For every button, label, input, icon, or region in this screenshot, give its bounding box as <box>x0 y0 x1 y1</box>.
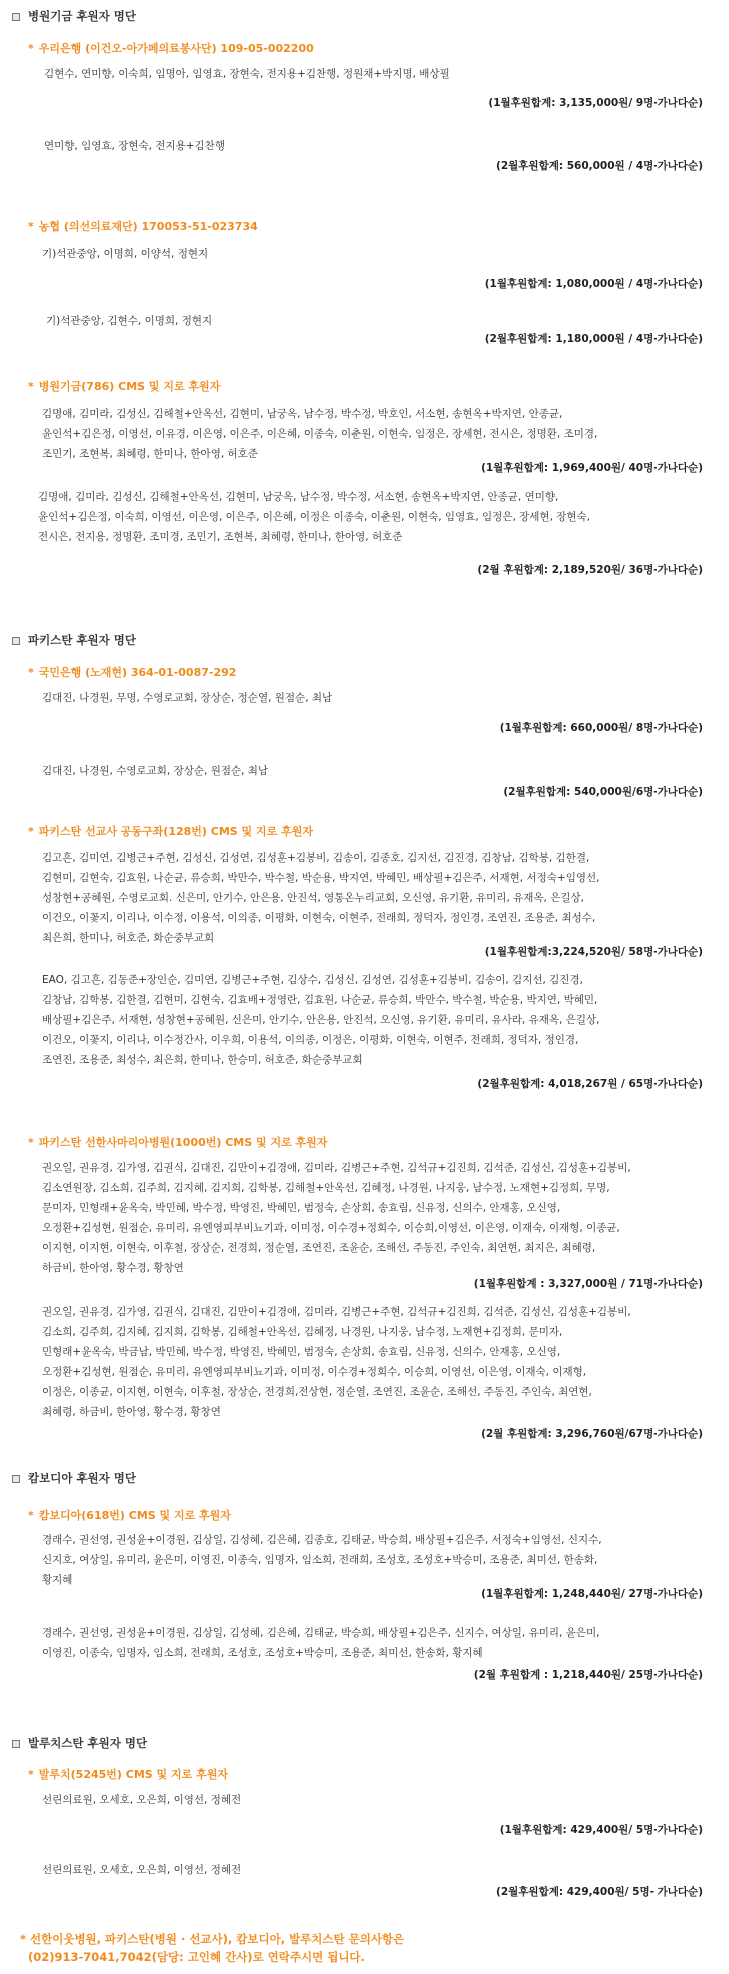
names-line: 경래수, 권선영, 권성윤+이경원, 김상일, 김성혜, 김은혜, 김태균, 박승희, 배상필+김은주, 신지수, 여상일, 유미리, 윤은미, <box>42 1627 600 1639</box>
names-line: EAO, 김고흔, 김동준+장인순, 김미연, 김병근+주현, 김상수, 김성신, 김성연, 김성훈+김봉비, 김송이, 김지선, 김진경, <box>42 974 583 986</box>
contact-notice <box>20 1930 404 1966</box>
names-line: 조민기, 조현복, 최혜령, 한미나, 한아영, 허호준 <box>42 448 258 460</box>
donor-names-jan: 선린의료원, 오세호, 오은희, 이영선, 정혜전 <box>42 1794 242 1806</box>
names-line: 이건오, 이꽃지, 이리나, 이수정간사, 이우희, 이용석, 이의종, 이정은, 이평화, 이현숙, 이현주, 전래희, 정덕자, 정인경, <box>42 1034 579 1046</box>
asterisk-icon: * <box>28 380 34 393</box>
subheading-cambodia-cms: * 캄보디아(618번) CMS 및 지로 후원자 <box>28 1509 231 1522</box>
names-line: 오정환+김성현, 원점순, 유미리, 유엔영피부비뇨기과, 이미정, 이수경+정회수, 이승희,이영선, 이은영, 이재숙, 이재형, 이종균, <box>42 1222 620 1234</box>
names-line: 권오일, 권유경, 김가영, 김권식, 김대진, 김만이+김경애, 김미라, 김병근+주현, 김석규+김진희, 김석준, 김성신, 김성훈+김봉비, <box>42 1306 631 1318</box>
section-heading-pakistan: 파키스탄 후원자 명단 <box>12 632 136 648</box>
donor-names-feb <box>42 1302 631 1422</box>
names-line: 조연진, 조용준, 최성수, 최은희, 한미나, 한승미, 허호준, 화순중부교회 <box>42 1054 363 1066</box>
monthly-total-jan: (1월후원합계:3,224,520원/ 58명-가나다순) <box>484 946 703 958</box>
donor-names-feb: 기)석관중앙, 김현수, 이명희, 정현지 <box>46 315 213 327</box>
names-line: 배상필+김은주, 서재현, 성창현+공혜원, 신은미, 안기수, 안은용, 안진석, 오신영, 유기환, 유미리, 유사라, 유재옥, 은길상, <box>42 1014 600 1026</box>
donor-names-jan: 기)석관중앙, 이명희, 이양석, 정현지 <box>42 248 209 260</box>
asterisk-icon: * <box>28 220 34 233</box>
names-line: 최은희, 한미나, 허호준, 화순중부교회 <box>42 932 215 944</box>
monthly-total-jan: (1월후원합계: 3,135,000원/ 9명-가나다순) <box>488 97 703 109</box>
names-line: 윤인석+김은정, 이숙희, 이영선, 이은영, 이은주, 이은혜, 이정은 이종숙, 이춘원, 이현숙, 임영효, 임정은, 장세현, 장현숙, <box>38 511 591 523</box>
names-line: 오정환+김성현, 원점순, 유미리, 유엔영피부비뇨기과, 이미정, 이수경+정회수, 이승희, 이영선, 이은영, 이재숙, 이재형, <box>42 1366 587 1378</box>
square-bullet-icon <box>12 637 20 645</box>
names-line: 이지현, 이지현, 이현숙, 이후철, 장상순, 전경희, 정순열, 조연진, 조윤순, 조해선, 주동진, 주인숙, 최연현, 최지은, 최혜령, <box>42 1242 596 1254</box>
names-line: 이정은, 이종균, 이지현, 이현숙, 이후철, 장상순, 전경희,전상현, 정순열, 조연진, 조윤순, 조해선, 주동진, 주인숙, 최연현, <box>42 1386 592 1398</box>
monthly-total-jan: (1월후원합계: 1,248,440원/ 27명-가나다순) <box>481 1588 703 1600</box>
monthly-total-feb: (2월 후원합계 : 1,218,440원/ 25명-가나다순) <box>473 1669 703 1681</box>
donor-names-jan <box>42 848 599 948</box>
names-line: 김명애, 김미라, 김성신, 김해철+안옥선, 김현미, 남궁옥, 남수정, 박수정, 서소현, 송현옥+박지연, 안종균, 연미향, <box>38 491 559 503</box>
names-line: 김소연원장, 김소희, 김주희, 김지혜, 김지희, 김학봉, 김해철+안옥선, 김혜정, 나경원, 나지웅, 남수정, 노재현+김정희, 무명, <box>42 1182 610 1194</box>
names-line: 황지혜 <box>42 1574 73 1586</box>
square-bullet-icon <box>12 1740 20 1748</box>
names-line: 김창남, 김학봉, 김한결, 김현미, 김현숙, 김효배+정영란, 김효원, 나순균, 류승희, 박만수, 박수철, 박순용, 박지연, 박혜민, <box>42 994 598 1006</box>
donor-names-jan: 김현수, 연미향, 이숙희, 임명아, 임영효, 장현숙, 전지용+김찬행, 정원채+박지명, 배상필 <box>44 68 450 80</box>
contact-notice-phone: (02)913-7041,7042(담당: 고인혜 간사)로 연락주시면 됩니다. <box>28 1950 365 1964</box>
names-line: 권오일, 권유경, 김가영, 김권식, 김대진, 김만이+김경애, 김미라, 김병근+주현, 김석규+김진희, 김석준, 김성신, 김성훈+김봉비, <box>42 1162 631 1174</box>
donor-names-jan <box>42 1158 631 1278</box>
names-line: 이건오, 이꽃지, 이리나, 이수정, 이용석, 이의종, 이평화, 이현숙, 이현주, 전래희, 정덕자, 정인경, 조연진, 조용준, 최성수, <box>42 912 596 924</box>
monthly-total-feb: (2월후원합계: 1,180,000원 / 4명-가나다순) <box>484 333 703 345</box>
subheading-woori-bank: * 우리은행 (이건오-아가페의료봉사단) 109-05-002200 <box>28 42 314 55</box>
names-line: 문미자, 민형래+윤옥숙, 박민혜, 박수정, 박영진, 박혜민, 범정숙, 손상희, 송효림, 신유정, 신의수, 안재홍, 오신영, <box>42 1202 561 1214</box>
names-line: 이영진, 이종숙, 임명자, 임소희, 전래희, 조성호, 조성호+박승미, 조용준, 최미선, 한송화, 황지혜 <box>42 1647 483 1659</box>
names-line: 김소희, 김주희, 김지혜, 김지희, 김학봉, 김해철+안옥선, 김혜정, 나경원, 나지웅, 남수정, 노재현+김정희, 문미자, <box>42 1326 563 1338</box>
monthly-total-jan: (1월후원합계: 1,080,000원 / 4명-가나다순) <box>484 278 703 290</box>
square-bullet-icon <box>12 13 20 21</box>
monthly-total-feb: (2월후원합계: 540,000원/6명-가나다순) <box>503 786 703 798</box>
asterisk-icon: * <box>28 825 34 838</box>
monthly-total-jan: (1월후원합계: 429,400원/ 5명-가나다순) <box>499 1824 703 1836</box>
names-line: 하금비, 한아영, 황수경, 황창연 <box>42 1262 184 1274</box>
names-line: 김현미, 김현숙, 김효원, 나순균, 류승희, 박만수, 박수철, 박순용, 박지연, 박혜민, 배상필+김은주, 서재현, 서정숙+임영선, <box>42 872 600 884</box>
subheading-nh-bank: * 농협 (의선의료재단) 170053-51-023734 <box>28 220 258 233</box>
asterisk-icon: * <box>28 1136 34 1149</box>
subheading-hospital-cms: * 병원기금(786) CMS 및 지로 후원자 <box>28 380 221 393</box>
subheading-baluchi-cms: * 발루치(5245번) CMS 및 지로 후원자 <box>28 1768 228 1781</box>
monthly-total-jan: (1월후원합계: 660,000원/ 8명-가나다순) <box>499 722 703 734</box>
monthly-total-jan: (1월후원합계: 1,969,400원/ 40명-가나다순) <box>481 462 703 474</box>
names-line: 성창현+공혜원, 수영로교회. 신은미, 안기수, 안은용, 안진석, 영통온누리교회, 오신영, 유기환, 유미리, 유재옥, 은길상, <box>42 892 584 904</box>
names-line: 김명애, 김미라, 김성신, 김해철+안옥선, 김현미, 남궁옥, 남수정, 박수정, 박호인, 서소현, 송현옥+박지연, 안종균, <box>42 408 563 420</box>
donor-names-feb <box>38 487 590 547</box>
donor-names-jan: 김대진, 나경원, 무명, 수영로교회, 장상순, 정순열, 원점순, 최남 <box>42 692 333 704</box>
names-line: 민형래+윤옥숙, 박금남, 박민혜, 박수정, 박영진, 박혜민, 범정숙, 손상희, 송효림, 신유정, 신의수, 안재홍, 오신영, <box>42 1346 561 1358</box>
monthly-total-jan: (1월후원합계 : 3,327,000원 / 71명-가나다순) <box>473 1278 703 1290</box>
subheading-kb-bank: * 국민은행 (노재현) 364-01-0087-292 <box>28 666 237 679</box>
monthly-total-feb: (2월 후원합계: 2,189,520원/ 36명-가나다순) <box>477 564 703 576</box>
monthly-total-feb: (2월 후원합계: 3,296,760원/67명-가나다순) <box>481 1428 703 1440</box>
monthly-total-feb: (2월후원합계: 4,018,267원 / 65명-가나다순) <box>477 1078 703 1090</box>
subheading-missionary-account: * 파키스탄 선교사 공동구좌(128번) CMS 및 지로 후원자 <box>28 825 313 838</box>
contact-notice-line: * 선한이웃병원, 파키스탄(병원 · 선교사), 캄보디아, 발루치스탄 문의사항은 <box>20 1932 405 1946</box>
asterisk-icon: * <box>28 1509 34 1522</box>
donor-names-feb <box>42 1623 599 1663</box>
asterisk-icon: * <box>28 666 34 679</box>
monthly-total-feb: (2월후원합계: 429,400원/ 5명- 가나다순) <box>496 1886 703 1898</box>
donor-names-feb: 연미향, 임영효, 장현숙, 전지용+김찬행 <box>44 140 225 152</box>
monthly-total-feb: (2월후원합계: 560,000원 / 4명-가나다순) <box>496 160 703 172</box>
names-line: 경래수, 권선영, 권성윤+이경원, 김상일, 김성혜, 김은혜, 김종호, 김태균, 박승희, 배상필+김은주, 서정숙+임영선, 신지수, <box>42 1534 602 1546</box>
names-line: 신지호, 여상일, 유미리, 윤은미, 이영진, 이종숙, 임명자, 임소희, 전래희, 조성호, 조성호+박승미, 조용준, 최미선, 한송화, <box>42 1554 598 1566</box>
donor-names-jan <box>42 1530 602 1590</box>
donor-names-feb: 김대진, 나경원, 수영로교회, 장상순, 원점순, 최남 <box>42 765 269 777</box>
asterisk-icon: * <box>28 42 34 55</box>
section-heading-balochistan: 발루치스탄 후원자 명단 <box>12 1735 147 1751</box>
names-line: 김고흔, 김미연, 김병근+주현, 김성신, 김성연, 김성훈+김봉비, 김송이, 김종호, 김지선, 김진경, 김창남, 김학봉, 김한결, <box>42 852 590 864</box>
section-heading-hospital-fund: 병원기금 후원자 명단 <box>12 8 136 24</box>
names-line: 전시은, 전지용, 정명환, 조미경, 조민기, 조현복, 최혜령, 한미나, 한아영, 허호준 <box>38 531 403 543</box>
names-line: 최혜령, 하금비, 한아영, 황수경, 황창연 <box>42 1406 221 1418</box>
names-line: 윤인석+김은정, 이영선, 이유경, 이은영, 이은주, 이은혜, 이종숙, 이춘원, 이현숙, 임정은, 장세현, 전시은, 정명환, 조미경, <box>42 428 598 440</box>
subheading-samaria-hospital: * 파키스탄 선한사마리아병원(1000번) CMS 및 지로 후원자 <box>28 1136 328 1149</box>
asterisk-icon: * <box>28 1768 34 1781</box>
donor-names-feb: 선린의료원, 오세호, 오은희, 이영선, 정혜전 <box>42 1864 242 1876</box>
donor-names-jan <box>42 404 597 464</box>
square-bullet-icon <box>12 1475 20 1483</box>
section-heading-cambodia: 캄보디아 후원자 명단 <box>12 1470 136 1486</box>
donor-names-feb <box>42 970 599 1070</box>
